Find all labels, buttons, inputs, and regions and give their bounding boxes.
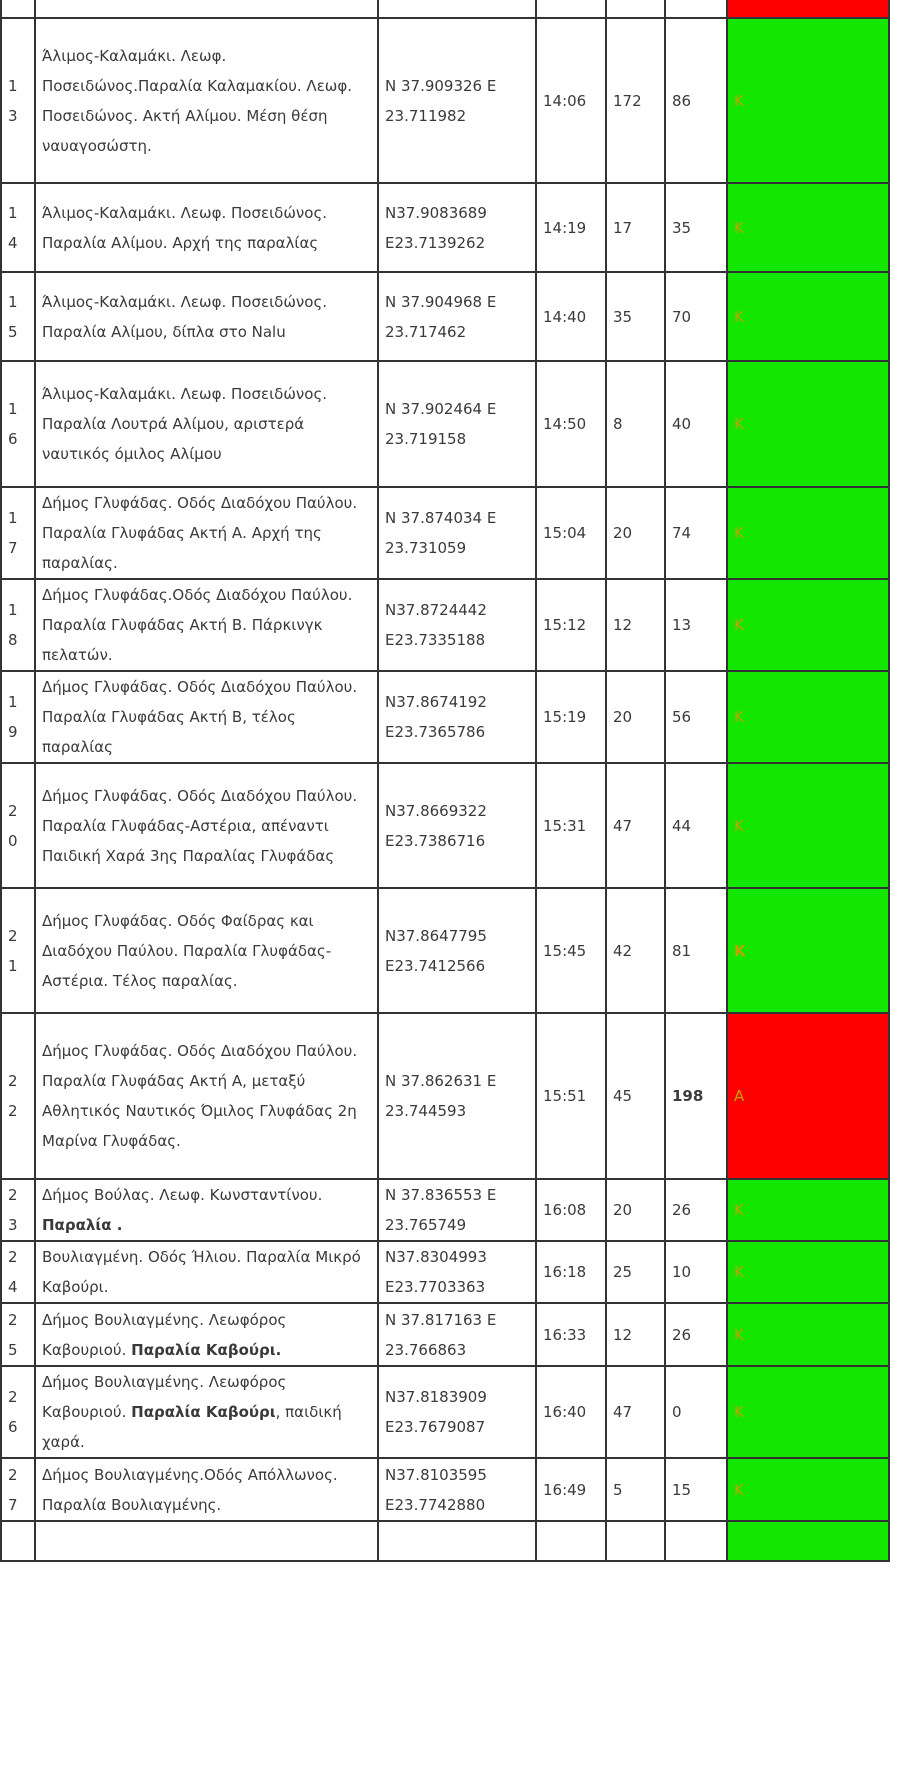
location-text: Άλιμος-Καλαμάκι. Λεωφ. Ποσειδώνος. Παραλία Λουτρά Αλίμου, αριστερά ναυτικός όμιλος Αλίμου <box>42 385 328 463</box>
coordinate-line-1: N 37.904968 E <box>385 292 497 311</box>
value1-cell: 172 <box>606 18 665 183</box>
coordinate-line-2: 23.717462 <box>385 322 467 341</box>
value2-cell: 15 <box>665 1458 727 1521</box>
row-number-cell <box>1 888 35 1013</box>
empty-cell <box>35 1521 378 1561</box>
row-number-digit: 7 <box>8 1495 18 1514</box>
table-row-partial-bottom <box>1 1521 889 1561</box>
status-cell: Κ <box>727 888 889 1013</box>
row-number-cell <box>1 1241 35 1303</box>
empty-cell <box>606 1521 665 1561</box>
coordinate-line-2: E23.7703363 <box>385 1278 486 1296</box>
value1-cell: 12 <box>606 579 665 671</box>
coordinate-line-1: N37.8724442 <box>385 601 487 619</box>
location-cell <box>35 1179 378 1241</box>
value2-cell: 81 <box>665 888 727 1013</box>
row-number-digit: 3 <box>8 106 18 125</box>
table-row <box>1 1458 889 1521</box>
location-cell <box>35 272 378 361</box>
location-text: Βουλιαγμένη. Οδός Ήλιου. Παραλία Μικρό Καβούρι. <box>42 1248 361 1296</box>
value2-cell <box>665 0 727 18</box>
row-number-cell <box>1 671 35 763</box>
row-number-cell <box>1 0 35 18</box>
row-number-digit: 8 <box>8 631 18 649</box>
empty-cell <box>536 1521 606 1561</box>
location-text: Άλιμος-Καλαμάκι. Λεωφ. Ποσειδώνος. Παραλία Αλίμου, δίπλα στο Nalu <box>42 292 328 341</box>
time-cell: 15:19 <box>536 671 606 763</box>
location-text-bold: Παραλία Καβούρι. <box>131 1340 282 1359</box>
row-number-digit: 5 <box>8 1340 18 1359</box>
row-number-digit: 9 <box>8 723 18 741</box>
row-number-digit: 1 <box>8 400 18 418</box>
location-text: Δήμος Βουλιαγμένης. Λεωφόρος Καβουριού. <box>42 1373 287 1421</box>
row-number-cell <box>1 1013 35 1179</box>
table-row <box>1 272 889 361</box>
value1-cell: 17 <box>606 183 665 272</box>
row-number-cell <box>1 18 35 183</box>
row-number-cell <box>1 1366 35 1458</box>
row-number-cell <box>1 272 35 361</box>
status-cell: Κ <box>727 671 889 763</box>
coordinates-cell <box>378 1013 536 1179</box>
table-row <box>1 579 889 671</box>
table-row <box>1 1241 889 1303</box>
coordinate-line-2: 23.719158 <box>385 430 467 448</box>
status-cell: Κ <box>727 1458 889 1521</box>
location-text-bold: Παραλία . <box>42 1216 123 1234</box>
time-cell: 14:06 <box>536 18 606 183</box>
value2-cell: 86 <box>665 18 727 183</box>
value2-cell: 198 <box>665 1013 727 1179</box>
coordinate-line-1: N37.9083689 <box>385 203 487 222</box>
table-row <box>1 361 889 487</box>
location-cell <box>35 1241 378 1303</box>
status-cell: Κ <box>727 1366 889 1458</box>
row-number-digit: 2 <box>8 1465 18 1484</box>
table-row <box>1 183 889 272</box>
location-cell <box>35 487 378 579</box>
value2-cell: 10 <box>665 1241 727 1303</box>
time-cell: 14:19 <box>536 183 606 272</box>
location-cell <box>35 0 378 18</box>
table-row <box>1 1366 889 1458</box>
location-text: Δήμος Βούλας. Λεωφ. Κωνσταντίνου. <box>42 1186 323 1204</box>
coordinates-cell <box>378 1179 536 1241</box>
row-number-digit: 1 <box>8 693 18 711</box>
table-row-partial-top <box>1 0 889 18</box>
location-cell <box>35 18 378 183</box>
coordinate-line-1: N37.8669322 <box>385 801 487 820</box>
coordinate-line-1: N37.8103595 <box>385 1465 487 1484</box>
coordinate-line-2: 23.711982 <box>385 106 467 125</box>
value1-cell: 20 <box>606 487 665 579</box>
value2-cell: 70 <box>665 272 727 361</box>
location-text: Δήμος Βουλιαγμένης.Οδός Απόλλωνος. Παραλία Βουλιαγμένης. <box>42 1465 338 1514</box>
row-number-digit: 1 <box>8 76 18 95</box>
time-cell: 15:45 <box>536 888 606 1013</box>
row-number-digit: 1 <box>8 292 18 311</box>
row-number-digit: 2 <box>8 1388 18 1406</box>
empty-cell <box>378 1521 536 1561</box>
value1-cell: 45 <box>606 1013 665 1179</box>
row-number-cell <box>1 361 35 487</box>
value2-cell: 44 <box>665 763 727 888</box>
location-text: Δήμος Βουλιαγμένης. Λεωφόρος Καβουριού. <box>42 1310 287 1359</box>
value2-cell: 26 <box>665 1179 727 1241</box>
coordinate-line-1: N37.8183909 <box>385 1388 487 1406</box>
coordinates-cell <box>378 671 536 763</box>
value1-cell: 8 <box>606 361 665 487</box>
row-number-cell <box>1 579 35 671</box>
location-text: , παιδική χαρά. <box>42 1403 342 1451</box>
row-number-digit: 1 <box>8 601 18 619</box>
row-number-cell <box>1 183 35 272</box>
row-number-digit: 4 <box>8 233 18 252</box>
coordinate-line-2: E23.7679087 <box>385 1418 486 1436</box>
time-cell: 16:18 <box>536 1241 606 1303</box>
status-cell: Κ <box>727 763 889 888</box>
coordinates-cell <box>378 1458 536 1521</box>
location-text-bold: Παραλία Καβούρι <box>131 1403 276 1421</box>
row-number-cell <box>1 487 35 579</box>
location-text: Δήμος Γλυφάδας. Οδός Φαίδρας και Διαδόχου Παύλου. Παραλία Γλυφάδας- Αστέρια. Τέλος παραλίας. <box>42 911 332 990</box>
coordinates-cell <box>378 579 536 671</box>
row-number-digit: 6 <box>8 430 18 448</box>
value1-cell: 12 <box>606 1303 665 1366</box>
location-cell <box>35 888 378 1013</box>
status-cell: Κ <box>727 361 889 487</box>
status-cell: Κ <box>727 183 889 272</box>
row-number-cell <box>1 763 35 888</box>
coordinates-cell <box>378 1366 536 1458</box>
coordinate-line-2: 23.765749 <box>385 1216 467 1234</box>
value1-cell: 47 <box>606 1366 665 1458</box>
time-cell: 15:51 <box>536 1013 606 1179</box>
row-number-digit: 4 <box>8 1278 18 1296</box>
status-cell: Κ <box>727 272 889 361</box>
row-number-cell <box>1 1179 35 1241</box>
time-cell: 15:12 <box>536 579 606 671</box>
location-cell <box>35 183 378 272</box>
row-number-digit: 2 <box>8 1102 18 1120</box>
coordinate-line-1: N37.8647795 <box>385 926 487 945</box>
location-text: Δήμος Γλυφάδας. Οδός Διαδόχου Παύλου. Παραλία Γλυφάδας-Αστέρια, απέναντι Παιδική Χαρά 3ης Παραλίας Γλυφάδας <box>42 786 358 865</box>
time-cell: 16:33 <box>536 1303 606 1366</box>
location-cell <box>35 361 378 487</box>
coordinates-cell <box>378 0 536 18</box>
row-number-digit: 2 <box>8 1186 18 1204</box>
empty-cell <box>727 1521 889 1561</box>
coordinates-cell <box>378 888 536 1013</box>
row-number-digit: 0 <box>8 831 18 850</box>
coordinates-cell <box>378 1241 536 1303</box>
value1-cell: 5 <box>606 1458 665 1521</box>
location-cell <box>35 1458 378 1521</box>
row-number-digit: 2 <box>8 801 18 820</box>
value1-cell: 25 <box>606 1241 665 1303</box>
time-cell: 15:04 <box>536 487 606 579</box>
empty-cell <box>1 1521 35 1561</box>
table-row <box>1 18 889 183</box>
coordinate-line-1: N 37.817163 E <box>385 1310 497 1329</box>
coordinate-line-1: N37.8674192 <box>385 693 487 711</box>
table-row <box>1 1303 889 1366</box>
value1-cell <box>606 0 665 18</box>
coordinates-cell <box>378 763 536 888</box>
location-text: Δήμος Γλυφάδας. Οδός Διαδόχου Παύλου. Παραλία Γλυφάδας Ακτή Α, μεταξύ Αθλητικός Ναυτικός Όμιλος Γλυφάδας 2η Μαρίνα Γλυφάδας. <box>42 1042 358 1150</box>
value2-cell: 74 <box>665 487 727 579</box>
value2-cell: 26 <box>665 1303 727 1366</box>
coordinate-line-1: N 37.902464 E <box>385 400 497 418</box>
coordinates-cell <box>378 487 536 579</box>
status-cell: Κ <box>727 579 889 671</box>
coordinate-line-2: E23.7386716 <box>385 831 486 850</box>
row-number-digit: 1 <box>8 203 18 222</box>
table-row <box>1 487 889 579</box>
empty-cell <box>665 1521 727 1561</box>
table-row <box>1 763 889 888</box>
table-row <box>1 1179 889 1241</box>
location-text: Δήμος Γλυφάδας. Οδός Διαδόχου Παύλου. Παραλία Γλυφάδας Ακτή Β, τέλος παραλίας <box>42 678 358 756</box>
row-number-cell <box>1 1458 35 1521</box>
time-cell <box>536 0 606 18</box>
coordinates-cell <box>378 361 536 487</box>
coordinate-line-1: N 37.909326 E <box>385 76 497 95</box>
row-number-digit: 7 <box>8 539 18 557</box>
status-cell <box>727 0 889 18</box>
location-cell <box>35 763 378 888</box>
coordinates-cell <box>378 1303 536 1366</box>
results-table-body <box>1 0 889 1561</box>
coordinate-line-1: N 37.874034 E <box>385 509 497 527</box>
location-cell <box>35 1013 378 1179</box>
status-cell: Α <box>727 1013 889 1179</box>
value1-cell: 42 <box>606 888 665 1013</box>
time-cell: 16:08 <box>536 1179 606 1241</box>
table-row <box>1 671 889 763</box>
table-row <box>1 888 889 1013</box>
location-text: Δήμος Γλυφάδας.Οδός Διαδόχου Παύλου. Παραλία Γλυφάδας Ακτή Β. Πάρκινγκ πελατών. <box>42 586 353 664</box>
value2-cell: 56 <box>665 671 727 763</box>
coordinate-line-2: E23.7742880 <box>385 1495 486 1514</box>
coordinate-line-1: N37.8304993 <box>385 1248 487 1266</box>
time-cell: 16:40 <box>536 1366 606 1458</box>
row-number-digit: 2 <box>8 1072 18 1090</box>
value1-cell: 20 <box>606 1179 665 1241</box>
location-cell <box>35 1366 378 1458</box>
time-cell: 15:31 <box>536 763 606 888</box>
row-number-digit: 3 <box>8 1216 18 1234</box>
time-cell: 14:40 <box>536 272 606 361</box>
location-cell <box>35 1303 378 1366</box>
location-cell <box>35 579 378 671</box>
location-text: Άλιμος-Καλαμάκι. Λεωφ. Ποσειδώνος. Παραλία Αλίμου. Αρχή της παραλίας <box>42 203 328 252</box>
value2-cell: 35 <box>665 183 727 272</box>
location-cell <box>35 671 378 763</box>
status-cell: Κ <box>727 1179 889 1241</box>
time-cell: 16:49 <box>536 1458 606 1521</box>
coordinate-line-2: 23.766863 <box>385 1340 467 1359</box>
coordinates-cell <box>378 183 536 272</box>
coordinate-line-1: N 37.862631 E <box>385 1072 497 1090</box>
row-number-digit: 2 <box>8 1310 18 1329</box>
value1-cell: 20 <box>606 671 665 763</box>
status-cell: Κ <box>727 1303 889 1366</box>
time-cell: 14:50 <box>536 361 606 487</box>
coordinate-line-2: 23.744593 <box>385 1102 467 1120</box>
coordinate-line-2: E23.7335188 <box>385 631 486 649</box>
row-number-digit: 1 <box>8 509 18 527</box>
value2-cell: 0 <box>665 1366 727 1458</box>
coordinate-line-2: 23.731059 <box>385 539 467 557</box>
value2-cell: 13 <box>665 579 727 671</box>
status-cell: Κ <box>727 1241 889 1303</box>
coordinates-cell <box>378 272 536 361</box>
row-number-digit: 2 <box>8 1248 18 1266</box>
value1-cell: 47 <box>606 763 665 888</box>
coordinate-line-2: E23.7412566 <box>385 956 486 975</box>
coordinates-cell <box>378 18 536 183</box>
coordinate-line-2: E23.7139262 <box>385 233 486 252</box>
location-text: Δήμος Γλυφάδας. Οδός Διαδόχου Παύλου. Παραλία Γλυφάδας Ακτή Α. Αρχή της παραλίας. <box>42 494 358 572</box>
status-cell: Κ <box>727 18 889 183</box>
row-number-digit: 5 <box>8 322 18 341</box>
status-cell: Κ <box>727 487 889 579</box>
row-number-digit: 1 <box>8 956 18 975</box>
coordinate-line-2: E23.7365786 <box>385 723 486 741</box>
coordinate-line-1: N 37.836553 E <box>385 1186 497 1204</box>
row-number-cell <box>1 1303 35 1366</box>
value2-cell: 40 <box>665 361 727 487</box>
value1-cell: 35 <box>606 272 665 361</box>
table-row <box>1 1013 889 1179</box>
location-text: Άλιμος-Καλαμάκι. Λεωφ. Ποσειδώνος.Παραλία Καλαμακίου. Λεωφ. Ποσειδώνος. Ακτή Αλίμου. Μέση θέση ναυαγοσώστη. <box>42 46 353 155</box>
row-number-digit: 2 <box>8 926 18 945</box>
row-number-digit: 6 <box>8 1418 18 1436</box>
